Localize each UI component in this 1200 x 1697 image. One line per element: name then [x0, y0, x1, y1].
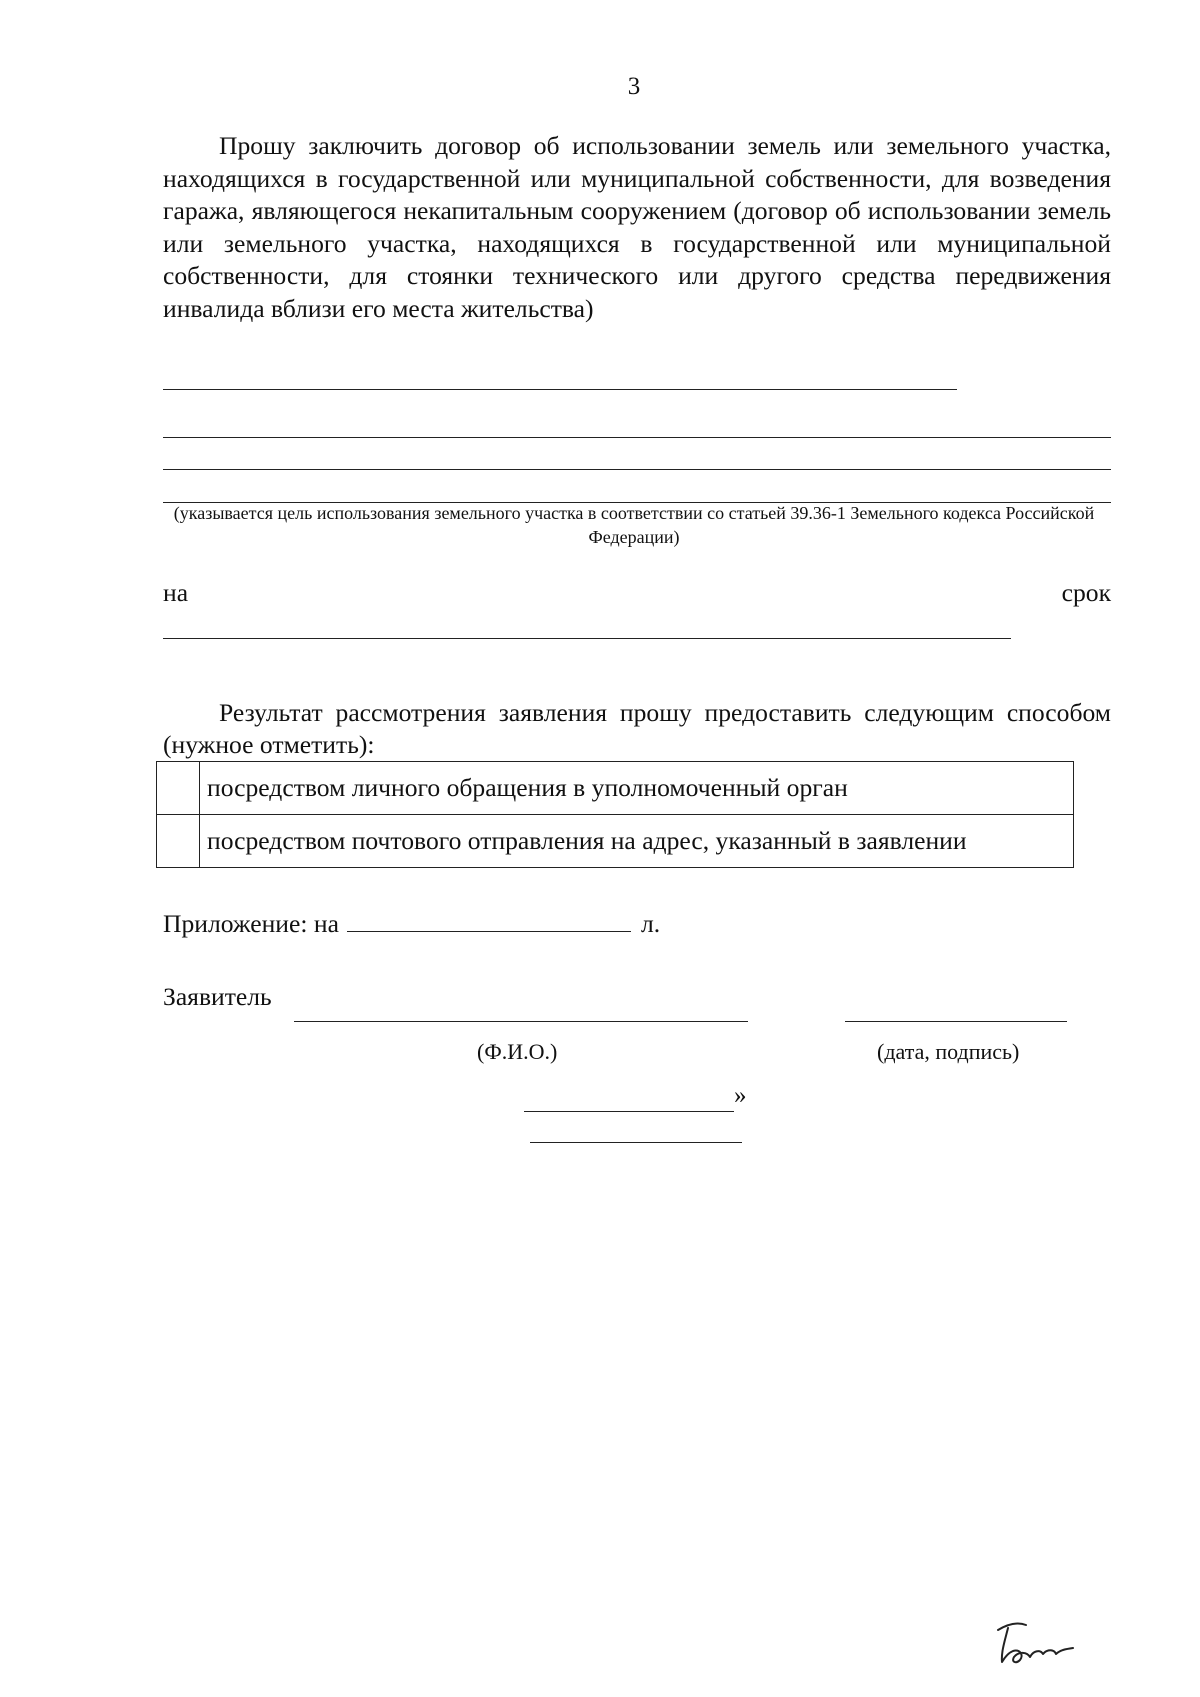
annex-row — [163, 905, 660, 939]
delivery-method-checkbox[interactable] — [157, 762, 200, 815]
date-day-line[interactable] — [524, 1111, 734, 1112]
result-paragraph: Результат рассмотрения заявления прошу предоставить следующим способом (нужное отметить): — [163, 698, 1111, 759]
term-left-word: на — [163, 578, 189, 607]
annex-label: Приложение: на — [163, 909, 339, 938]
request-paragraph: Прошу заключить договор об использовании земель или земельного участка, находящихся в государственной или муниципальной собственности, для возведения гаража, являющегося некапитальным сооружением (договор об использовании земель или земельного участка, находящихся в государственной или муниципальной собственности, для стоянки технического или другого средства передвижения инвалида вблизи его места жительства) — [163, 131, 1111, 323]
handwritten-initials-mark — [994, 1618, 1078, 1670]
term-row — [163, 578, 1111, 608]
annex-pages-blank[interactable] — [347, 905, 631, 932]
delivery-method-label: посредством почтового отправления на адрес, указанный в заявлении — [200, 815, 1074, 868]
applicant-date-line[interactable] — [845, 1021, 1067, 1022]
purpose-line-1[interactable] — [163, 389, 957, 390]
purpose-caption: (указывается цель использования земельного участка в соответствии со статьей 39.36-1 Земельного кодекса Российской Федерации) — [173, 503, 1095, 547]
delivery-method-label: посредством личного обращения в уполномоченный орган — [200, 762, 1074, 815]
delivery-method-row — [157, 762, 1074, 815]
applicant-label: Заявитель — [163, 982, 272, 1011]
term-line[interactable] — [163, 638, 1011, 639]
annex-unit: л. — [640, 909, 661, 938]
applicant-name-line[interactable] — [294, 1021, 748, 1022]
date-month-line[interactable] — [530, 1142, 742, 1143]
quote-mark: » — [734, 1082, 747, 1109]
applicant-name-caption: (Ф.И.О.) — [477, 1039, 558, 1064]
delivery-method-checkbox[interactable] — [157, 815, 200, 868]
delivery-method-row — [157, 815, 1074, 868]
applicant-date-caption: (дата, подпись) — [877, 1039, 1020, 1064]
term-right-word: срок — [1061, 578, 1111, 607]
delivery-methods-table — [156, 761, 1074, 868]
page-number: 3 — [627, 73, 641, 100]
purpose-line-3[interactable] — [163, 469, 1111, 470]
purpose-line-2[interactable] — [163, 437, 1111, 438]
